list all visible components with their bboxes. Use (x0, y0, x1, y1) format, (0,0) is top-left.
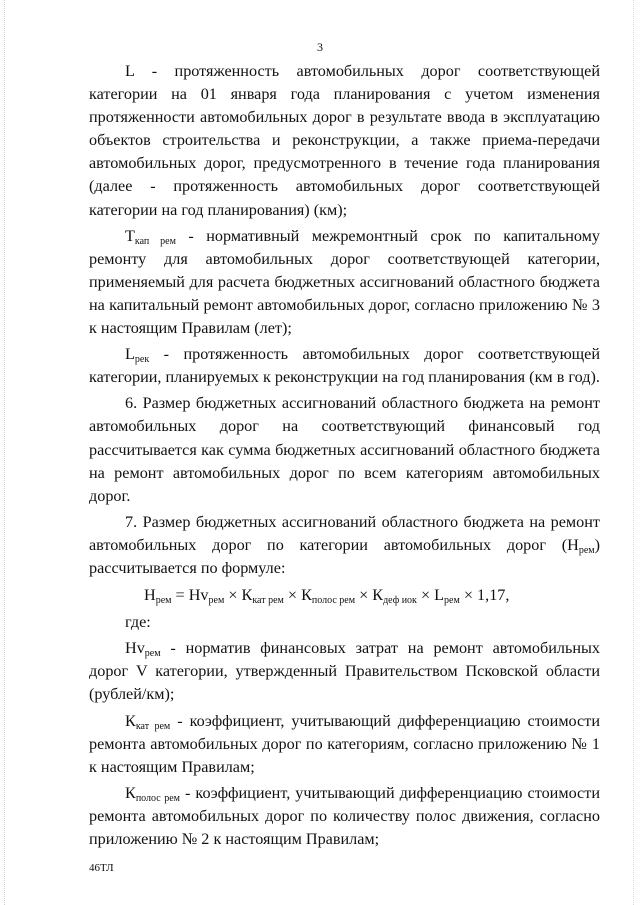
formula-Hv: = Нv (171, 586, 209, 605)
formula-K2: × К (283, 586, 312, 605)
term: Нv (125, 639, 145, 658)
formula-sub: рем (208, 595, 225, 607)
page-edge-left (4, 0, 5, 905)
formula (89, 584, 600, 607)
term-subscript: рем (578, 544, 595, 556)
term: L (125, 62, 135, 80)
formula-sub: полос рем (311, 595, 356, 607)
term-subscript: рем (144, 648, 161, 660)
formula-sub: кат рем (252, 595, 284, 607)
term-subscript: кап рем (134, 235, 176, 247)
term-subscript: кат рем (135, 720, 171, 732)
term-text: - норматив финансовых затрат на ремонт автомобильных дорог V категории, утвержденный Правительством Псковской области (рублей/км); (89, 639, 600, 704)
paragraph-Tkap-definition (89, 225, 600, 340)
formula-H: Н (144, 586, 156, 605)
formula-L: × L (416, 586, 445, 605)
formula-end: × 1,17, (459, 586, 510, 605)
paragraph-text-tail: ) рассчитывается по формуле: (89, 535, 600, 577)
formula-sub: рем (444, 595, 460, 607)
page-number: 3 (317, 40, 323, 54)
term-subscript: полос рем (135, 792, 180, 804)
paragraph-Kpolos-definition (89, 782, 600, 851)
document-body (89, 60, 600, 854)
paragraph-L-definition (89, 60, 600, 222)
term-text: - коэффициент, учитывающий дифференциацию стоимости ремонта автомобильных дорог по категориям, согласно приложению № 1 к настоящим Правилам; (89, 711, 600, 776)
term-text: - нормативный межремонтный срок по капитальному ремонту для автомобильных дорог соответствующей категории, применяемый для расчета бюджетных ассигнований областного бюджета на капитальный ремонт автомобильных дорог, согласно приложению № 3 к настоящим Правилам (лет); (89, 226, 600, 338)
paragraph-7 (89, 511, 600, 580)
formula-sub: рем (155, 595, 172, 607)
formula-sub: деф иок (383, 595, 417, 607)
term: L (125, 345, 135, 364)
paragraph-Hv-definition (89, 637, 600, 706)
term-text: - протяженность автомобильных дорог соответствующей категории на 01 января года планирования с учетом изменения протяженности автомобильных дорог в результате ввода в эксплуатацию объектов строительства и реконструкции, а также приема-передачи автомобильных дорог, предусмотренного в течение года планирования (далее - протяженность автомобильных дорог соответствующей категории на год планирования) (км); (89, 62, 600, 219)
paragraph-Kkat-definition (89, 710, 600, 779)
term-text: - коэффициент, учитывающий дифференциацию стоимости ремонта автомобильных дорог по количеству полос движения, согласно приложению № 2 к настоящим Правилам; (89, 783, 600, 848)
where-label: где: (125, 613, 151, 632)
term: К (125, 783, 136, 802)
page-edge-right (633, 0, 634, 905)
footer-code: 46ТЛ (89, 862, 114, 874)
paragraph-text: 6. Размер бюджетных ассигнований областного бюджета на ремонт автомобильных дорог на соответствующий финансовый год рассчитывается как сумма бюджетных ассигнований областного бюджета на ремонт автомобильных дорог по всем категориям автомобильных дорог. (89, 394, 600, 505)
paragraph-6 (89, 392, 600, 507)
term-text: - протяженность автомобильных дорог соответствующей категории, планируемых к реконструкции на год планирования (км в год). (89, 345, 600, 387)
term: К (125, 711, 136, 730)
paragraph-text: 7. Размер бюджетных ассигнований областного бюджета на ремонт автомобильных дорог по категории автомобильных дорог (Н (89, 512, 600, 554)
term: T (125, 226, 135, 245)
formula-K1: × К (224, 586, 253, 605)
paragraph-Lrek-definition (89, 343, 600, 389)
formula-K3: × К (355, 586, 384, 605)
term-subscript: рек (134, 354, 150, 366)
